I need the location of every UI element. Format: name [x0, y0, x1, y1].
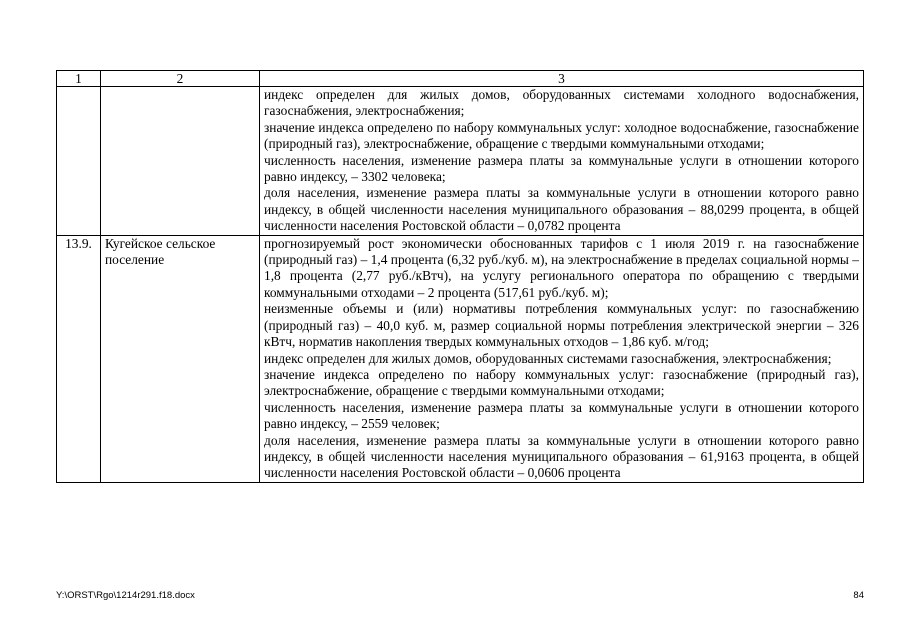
paragraph: численность населения, изменение размера платы за коммунальные услуги в отношении которого равно индексу, – 3302 человека; — [264, 152, 859, 185]
paragraph: индекс определен для жилых домов, оборудованных системами газоснабжения, электроснабжения; — [264, 350, 832, 366]
row-name — [101, 87, 260, 236]
row-number: 13.9. — [57, 235, 101, 482]
column-header-1: 1 — [57, 71, 101, 87]
column-header-2: 2 — [101, 71, 260, 87]
row-description — [260, 235, 864, 482]
paragraph: значение индекса определено по набору коммунальных услуг: холодное водоснабжение, газоснабжение (природный газ), электроснабжение, обращение с твердыми коммунальными отходами; — [264, 119, 859, 152]
paragraph: доля населения, изменение размера платы за коммунальные услуги в отношении которого равно индексу, в общей численности населения муниципального образования – 88,0299 процента, в общей численности населения Ростовской области – 0,0782 процента — [264, 185, 859, 234]
table-row — [57, 87, 864, 236]
row-number — [57, 87, 101, 236]
paragraph: индекс определен для жилых домов, оборудованных системами холодного водоснабжения, газоснабжения, электроснабжения; — [264, 87, 859, 119]
paragraph: неизменные объемы и (или) нормативы потребления коммунальных услуг: по газоснабжению (природный газ) – 40,0 куб. м, размер социальной нормы потребления электрической энергии – 326 кВтч, норматив накопления твердых коммунальных отходов – 1,86 куб. м/год; — [264, 301, 859, 350]
document-table — [56, 70, 864, 483]
table-row — [57, 235, 864, 482]
row-description — [260, 87, 864, 236]
paragraph: численность населения, изменение размера платы за коммунальные услуги в отношении которого равно индексу, – 2559 человек; — [264, 399, 859, 432]
paragraph: прогнозируемый рост экономически обоснованных тарифов с 1 июля 2019 г. на газоснабжение (природный газ) – 1,4 процента (6,32 руб./куб. м), на электроснабжение в пределах социальной нормы – 1,8 процента (2,77 руб./кВтч), на услугу регионального оператора по обращению с твердыми коммунальными отходами – 2 процента (517,61 руб./куб. м); — [264, 235, 859, 300]
table-header-row — [57, 71, 864, 87]
footer-page-number: 84 — [853, 590, 864, 601]
footer-file-path: Y:\ORST\Rgo\1214r291.f18.docx — [56, 590, 195, 601]
column-header-3: 3 — [260, 71, 864, 87]
row-name: Кугейское сельское поселение — [101, 235, 260, 482]
paragraph: значение индекса определено по набору коммунальных услуг: газоснабжение (природный газ), электроснабжение, обращение с твердыми коммунальными отходами; — [264, 366, 859, 399]
paragraph: доля населения, изменение размера платы за коммунальные услуги в отношении которого равно индексу, в общей численности населения муниципального образования – 61,9163 процента, в общей численности населения Ростовской области – 0,0606 процента — [264, 432, 859, 481]
